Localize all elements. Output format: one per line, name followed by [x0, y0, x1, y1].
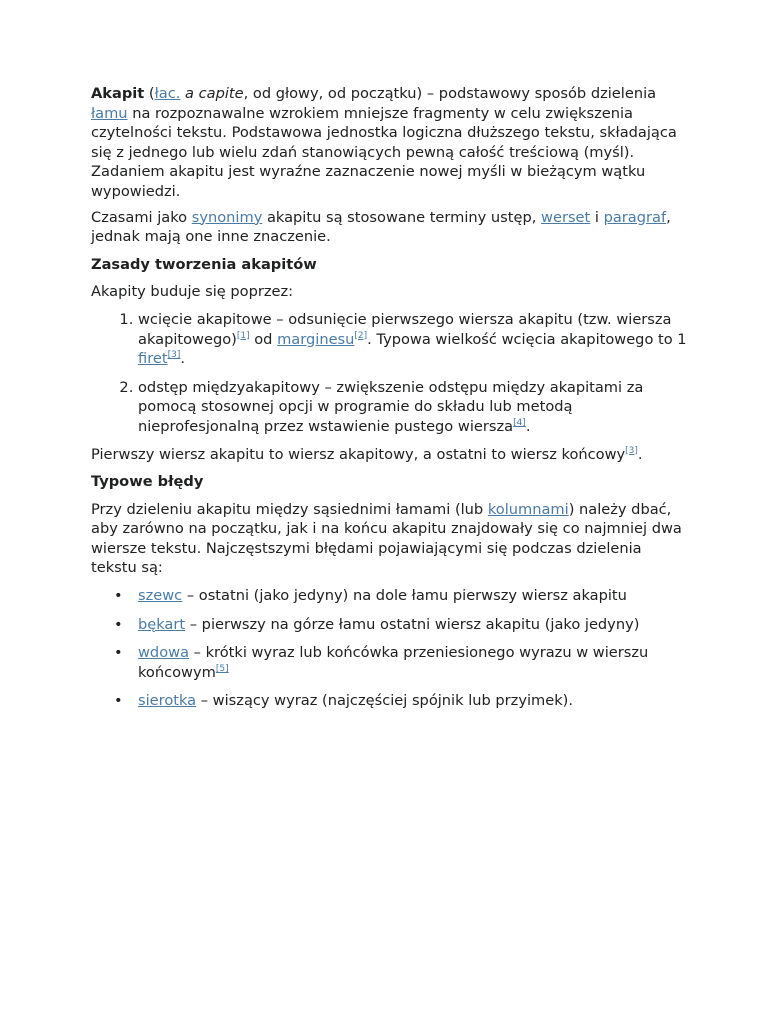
rules-list	[91, 310, 691, 437]
list-item: • wdowa – krótki wyraz lub końcówka przeniesionego wyrazu w wierszu końcowym[5]	[114, 644, 649, 681]
link-kolumnami[interactable]: kolumnami	[487, 500, 569, 518]
footnote-ref	[354, 331, 367, 341]
footnote-link-4[interactable]: [4]	[513, 417, 526, 428]
list-item: 2. odstęp międzyakapitowy – zwiększenie odstępu między akapitami za pomocą stosownej opcji w programie do składu lub metodą nieprofesjonalną przez wstawienie pustego wiersza[4].	[138, 378, 691, 437]
footnote-link-1[interactable]: [1]	[236, 330, 250, 341]
footnote-link-3b[interactable]: [3]	[625, 445, 638, 456]
synonyms-paragraph: Czasami jako synonimy akapitu są stosowane terminy ustęp, werset i paragraf, jednak mają one inne znaczenie.	[91, 208, 671, 246]
link-firet[interactable]: firet	[138, 350, 168, 368]
latin-phrase: a capite	[185, 85, 244, 102]
errors-intro-paragraph: Przy dzieleniu akapitu między sąsiednimi łamami (lub kolumnami) należy dbać, aby zarówno na początku, jak i na końcu akapitu znajdowały się co najmniej dwa wiersze tekstu. Najczęstszymi błędami pojawiającymi się podczas dzielenia tekstu są:	[91, 500, 682, 577]
article-body	[91, 84, 691, 720]
footnote-ref	[168, 350, 181, 360]
list-item: • szewc – ostatni (jako jedyny) na dole łamu pierwszy wiersz akapitu	[114, 587, 627, 605]
footnote-link-2[interactable]: [2]	[354, 330, 368, 341]
footnote-link-5[interactable]: [5]	[215, 663, 229, 674]
link-marginesu[interactable]: marginesu	[277, 330, 355, 348]
bullet-icon: •	[114, 692, 123, 710]
footnote-link-3[interactable]: [3]	[167, 350, 181, 361]
closing-paragraph: Pierwszy wiersz akapitu to wiersz akapitowy, a ostatni to wiersz końcowy[3].	[91, 445, 643, 463]
link-szewc[interactable]: szewc	[138, 587, 183, 605]
section-heading-bledy: Typowe błędy	[91, 473, 204, 491]
link-paragraf[interactable]: paragraf	[603, 208, 667, 226]
section-heading-zasady: Zasady tworzenia akapitów	[91, 255, 317, 273]
footnote-ref	[513, 418, 526, 428]
term-akapit: Akapit	[91, 85, 145, 102]
link-bekart[interactable]: bękart	[138, 615, 186, 633]
footnote-ref	[216, 664, 229, 674]
errors-list	[91, 586, 691, 711]
bullet-icon: •	[114, 587, 123, 605]
footnote-ref	[625, 446, 638, 456]
link-wdowa[interactable]: wdowa	[138, 644, 190, 662]
link-lamu[interactable]: łamu	[91, 104, 128, 122]
section1-lead: Akapity buduje się poprzez:	[91, 283, 294, 301]
list-item: • sierotka – wiszący wyraz (najczęściej spójnik lub przyimek).	[114, 692, 573, 710]
footnote-ref	[237, 331, 250, 341]
intro-paragraph: Akapit (łac. a capite, od głowy, od początku) – podstawowy sposób dzielenia łamu na rozpoznawalne wzrokiem mniejsze fragmenty w celu zwiększenia czytelności tekstu. Podstawowa jednostka logiczna dłuższego tekstu, składająca się z jednego lub wielu zdań stanowiących pewną całość treściową (myśl). Zadaniem akapitu jest wyraźne zaznaczenie nowej myśli w bieżącym wątku wypowiedzi.	[91, 85, 677, 200]
link-werset[interactable]: werset	[541, 208, 591, 226]
bullet-icon: •	[114, 644, 123, 662]
link-sierotka[interactable]: sierotka	[138, 692, 197, 710]
list-item: • bękart – pierwszy na górze łamu ostatni wiersz akapitu (jako jedyny)	[114, 615, 640, 633]
link-synonimy[interactable]: synonimy	[191, 208, 263, 226]
list-item: 1. wcięcie akapitowe – odsunięcie pierwszego wiersza akapitu (tzw. wiersza akapitowego)[1] od marginesu[2]. Typowa wielkość wcięcia akapitowego to 1 firet[3].	[138, 310, 691, 369]
link-lac[interactable]: łac.	[154, 85, 181, 102]
bullet-icon: •	[114, 615, 123, 633]
